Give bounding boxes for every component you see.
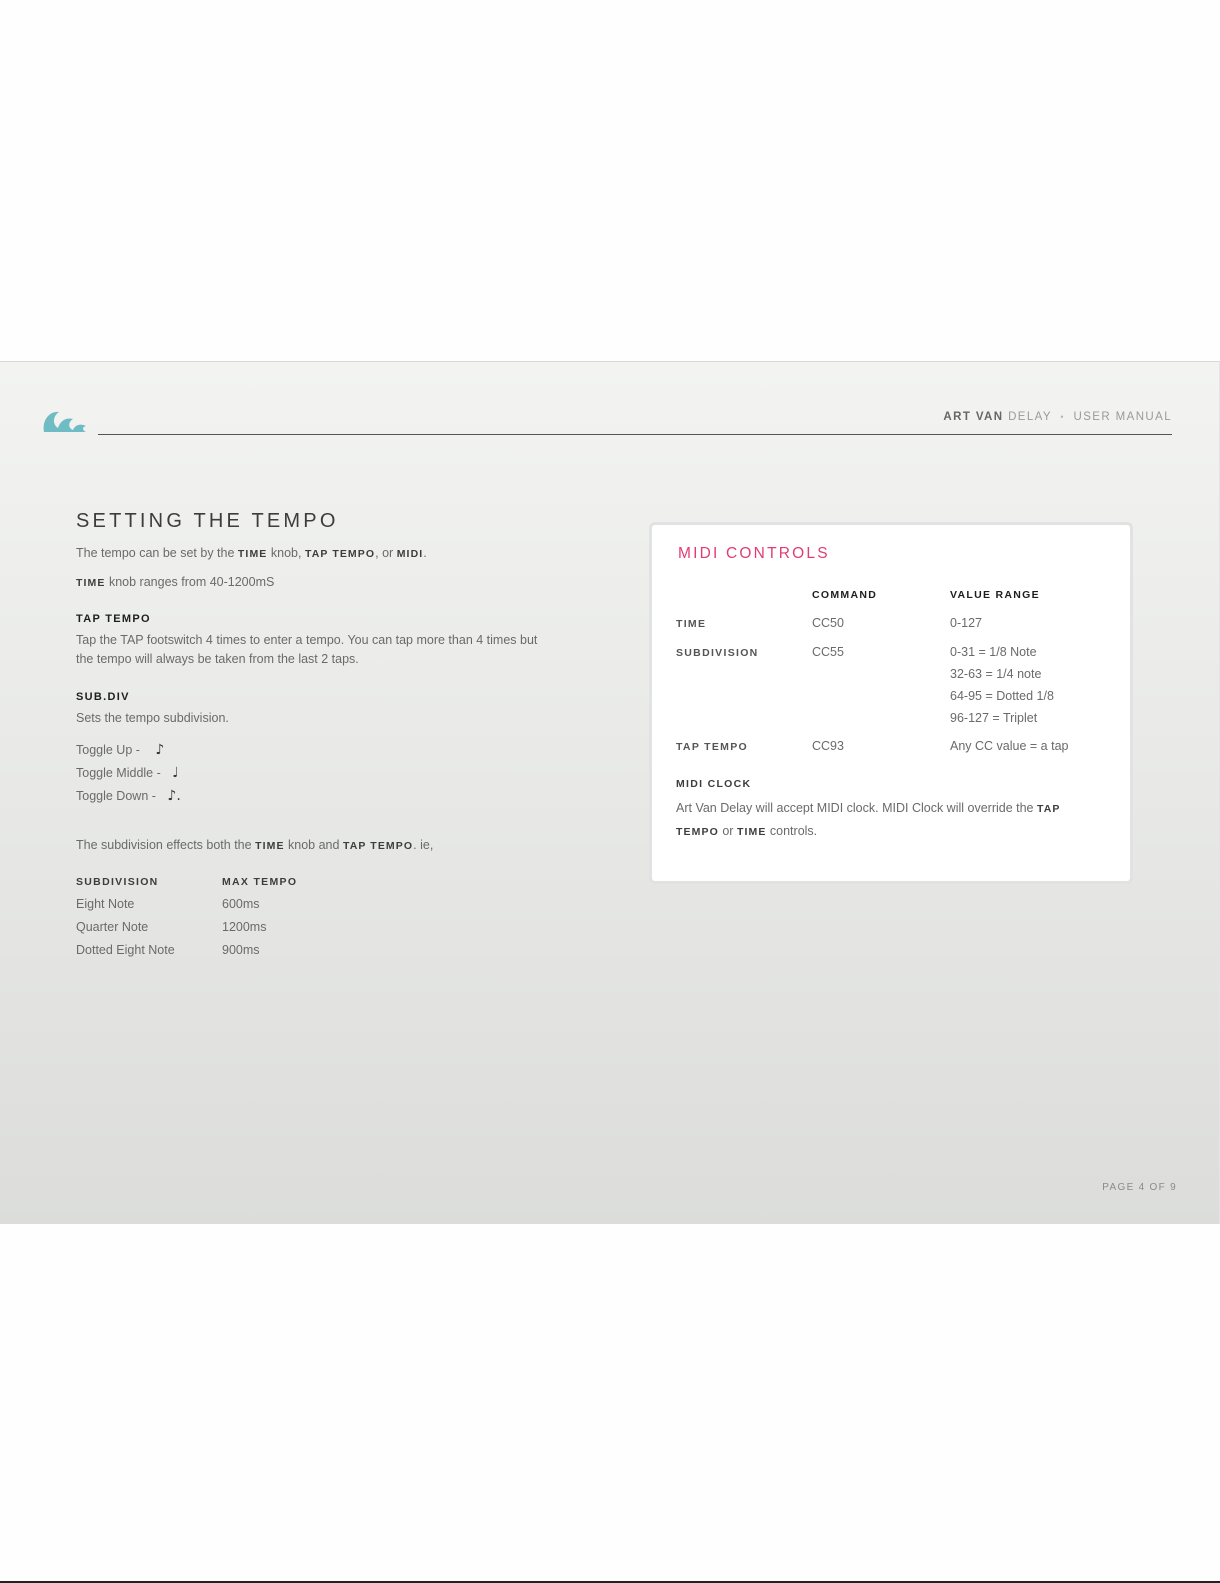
- midi-command-time: CC50: [812, 616, 844, 630]
- table-header-max-tempo: MAX TEMPO: [222, 876, 298, 888]
- midi-value-subdivision: 64-95 = Dotted 1/8: [950, 689, 1054, 703]
- table-cell: Eight Note: [76, 897, 135, 911]
- midi-header-command: COMMAND: [812, 589, 878, 601]
- manual-header-title: [943, 411, 1172, 423]
- midi-label-tap-tempo: TAP TEMPO: [676, 741, 748, 753]
- toggle-down-label: Toggle Down -: [76, 789, 156, 803]
- doc-label: USER MANUAL: [1073, 411, 1172, 423]
- toggle-up-row: [76, 742, 164, 758]
- kw-time-range: TIME: [76, 577, 106, 589]
- toggle-middle-label: Toggle Middle -: [76, 766, 161, 780]
- toggle-down-row: [76, 788, 181, 804]
- table-cell: Quarter Note: [76, 920, 149, 934]
- midi-value-time: 0-127: [950, 616, 982, 630]
- clock-text-mid: or: [722, 824, 734, 838]
- section-title: SETTING THE TEMPO: [76, 510, 339, 532]
- dotted-eighth-note-icon: ♪.: [167, 788, 181, 804]
- brand-name-strong: ART VAN: [943, 411, 1004, 423]
- kw-tap-tempo-clock: TAP TEMPO: [676, 803, 1061, 838]
- midi-controls-title: MIDI CONTROLS: [678, 545, 830, 562]
- wave-logo-icon: [42, 408, 88, 434]
- subdiv-heading: SUB.DIV: [76, 691, 130, 703]
- kw-time-clock: TIME: [736, 826, 767, 838]
- intro-pre: The tempo can be set by the: [76, 546, 235, 560]
- page-number: PAGE 4 OF 9: [1102, 1182, 1177, 1193]
- midi-label-time: TIME: [676, 618, 707, 630]
- kw-time-effects: TIME: [255, 840, 285, 852]
- midi-controls-card: [649, 522, 1133, 884]
- effects-mid: knob and: [288, 838, 340, 852]
- midi-header-value-range: VALUE RANGE: [950, 589, 1040, 601]
- quarter-note-icon: ♩: [172, 765, 179, 781]
- midi-value-subdivision: 96-127 = Triplet: [950, 711, 1038, 725]
- kw-time: TIME: [237, 548, 268, 560]
- midi-command-tap-tempo: CC93: [812, 739, 844, 753]
- eighth-note-icon: ♪: [155, 742, 165, 758]
- kw-tap-tempo: TAP TEMPO: [304, 548, 376, 560]
- midi-value-subdivision: 32-63 = 1/4 note: [950, 667, 1042, 681]
- midi-command-subdivision: CC55: [812, 645, 844, 659]
- table-cell: Dotted Eight Note: [76, 943, 175, 957]
- tempo-intro: [76, 544, 427, 564]
- midi-label-subdivision: SUBDIVISION: [676, 647, 759, 659]
- toggle-middle-row: [76, 765, 179, 781]
- clock-text-pre: Art Van Delay will accept MIDI clock. MIDI Clock will override the: [676, 801, 1034, 815]
- effects-end: . ie,: [413, 838, 434, 852]
- effects-pre: The subdivision effects both the: [76, 838, 252, 852]
- header-separator: •: [1060, 412, 1065, 422]
- time-range-text: knob ranges from 40-1200mS: [108, 575, 275, 589]
- subdiv-text: Sets the tempo subdivision.: [76, 711, 229, 725]
- kw-midi: MIDI: [396, 548, 424, 560]
- table-cell: 900ms: [222, 943, 260, 957]
- intro-end: .: [423, 546, 427, 560]
- midi-clock-text: [676, 797, 1096, 843]
- toggle-up-label: Toggle Up -: [76, 743, 140, 757]
- midi-clock-heading: MIDI CLOCK: [676, 778, 752, 790]
- time-range-line: [76, 573, 274, 593]
- table-cell: 1200ms: [222, 920, 267, 934]
- midi-value-subdivision: 0-31 = 1/8 Note: [950, 645, 1037, 659]
- tap-tempo-text: Tap the TAP footswitch 4 times to enter a tempo. You can tap more than 4 times but the tempo will always be taken from the last 2 taps.: [76, 633, 538, 666]
- manual-page: [0, 361, 1220, 1224]
- table-cell: 600ms: [222, 897, 260, 911]
- intro-mid2: , or: [375, 546, 394, 560]
- midi-value-tap-tempo: Any CC value = a tap: [950, 739, 1069, 753]
- intro-mid1: knob,: [270, 546, 302, 560]
- header-rule: [98, 434, 1172, 435]
- tap-tempo-heading: TAP TEMPO: [76, 613, 151, 625]
- brand-name-light: DELAY: [1008, 411, 1052, 423]
- kw-tap-tempo-effects: TAP TEMPO: [342, 840, 414, 852]
- table-header-subdivision: SUBDIVISION: [76, 876, 159, 888]
- clock-text-end: controls.: [769, 824, 818, 838]
- subdivision-effects-line: [76, 836, 433, 856]
